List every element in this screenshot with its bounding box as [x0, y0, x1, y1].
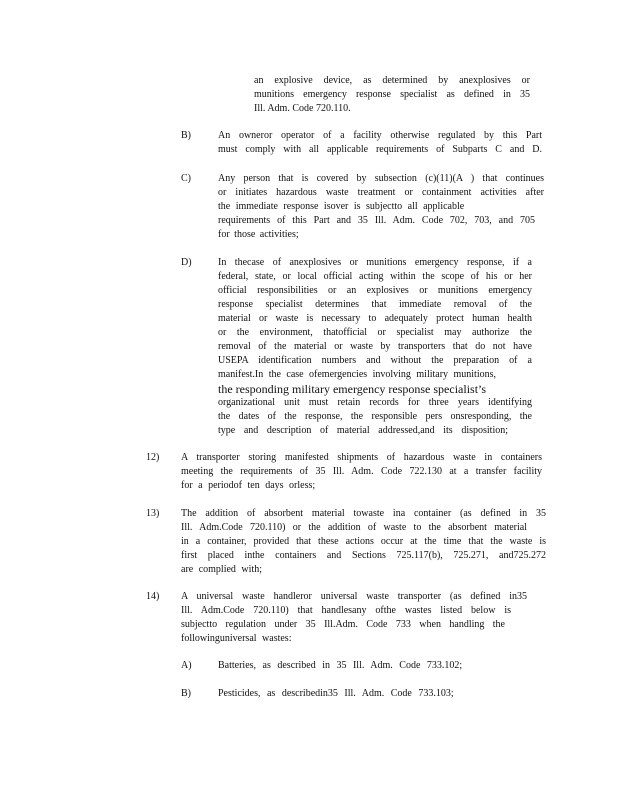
paragraph-line: or the environment, thatofficial or specialist may authorize the: [218, 327, 532, 338]
paragraph-line: meeting the requirements of 35 Ill. Adm. Code 722.130 at a transfer facility: [181, 466, 542, 477]
continuation-paragraph: [254, 74, 530, 116]
paragraph-line: A universal waste handleror universal waste transporter (as defined in35: [181, 591, 527, 602]
paragraph-line: the responding military emergency response specialist’s: [218, 382, 487, 396]
paragraph-line: Any person that is covered by subsection (c)(11)(A ) that continues: [218, 173, 544, 184]
paragraph-line: must comply with all applicable requirements of Subparts C and D.: [218, 144, 542, 155]
paragraph-line: an explosive device, as determined by anexplosives or: [254, 75, 530, 86]
paragraph-line: removal of the material or waste by transporters that do not have: [218, 341, 532, 352]
paragraph-line: the immediate response isover is subjectto all applicable: [218, 201, 465, 212]
paragraph-line: Ill. Adm.Code 720.110) or the addition of waste to the absorbent material: [181, 522, 527, 533]
subsection-text: [218, 172, 544, 242]
subsection-label: B): [181, 130, 191, 141]
paragraph-line: subjectto regulation under 35 Ill.Adm. Code 733 when handling the: [181, 619, 505, 630]
item-text: [181, 590, 527, 646]
paragraph-line: An owneror operator of a facility otherwise regulated by this Part: [218, 130, 542, 141]
paragraph-line: federal, state, or local official acting within the scope of his or her: [218, 271, 532, 282]
paragraph-line: in a container, provided that these actions occur at the time that the waste is: [181, 536, 546, 547]
subsection-text: [218, 687, 478, 701]
paragraph-line: or initiates hazardous waste treatment or containment activities after: [218, 187, 544, 198]
paragraph-line: organizational unit must retain records for three years identifying: [218, 397, 532, 408]
item-text: [181, 451, 542, 493]
subsection-text: [218, 659, 478, 673]
paragraph-line: first placed inthe containers and Sections 725.117(b), 725.271, and725.272: [181, 550, 546, 561]
item-label: 13): [146, 508, 160, 519]
paragraph-line: type and description of material addressed,and its disposition;: [218, 425, 508, 436]
paragraph-line: the dates of the response, the responsible pers onsresponding, the: [218, 411, 532, 422]
paragraph-line: In thecase of anexplosives or munitions emergency response, if a: [218, 257, 532, 268]
paragraph-line: are complied with;: [181, 564, 262, 575]
paragraph-line: Ill. Adm. Code 720.110.: [254, 103, 351, 114]
paragraph-line: Batteries, as described in 35 Ill. Adm. Code 733.102;: [218, 660, 463, 671]
paragraph-line: The addition of absorbent material towaste ina container (as defined in 35: [181, 508, 546, 519]
paragraph-line: munitions emergency response specialist as defined in 35: [254, 89, 530, 100]
item-label: 14): [146, 591, 160, 602]
item-text: [181, 507, 546, 577]
paragraph-line: A transporter storing manifested shipments of hazardous waste in containers: [181, 452, 542, 463]
paragraph-line: for those activities;: [218, 229, 299, 240]
subsection-text: [218, 256, 532, 438]
paragraph-line: material or waste is necessary to adequately protect human health: [218, 313, 532, 324]
subsection-label: A): [181, 660, 192, 671]
paragraph-line: Pesticides, as describedin35 Ill. Adm. Code 733.103;: [218, 688, 454, 699]
paragraph-line: followinguniversal wastes:: [181, 633, 292, 644]
paragraph-line: requirements of this Part and 35 Ill. Adm. Code 702, 703, and 705: [218, 215, 535, 226]
item-label: 12): [146, 452, 160, 463]
subsection-label: B): [181, 688, 191, 699]
paragraph-line: Ill. Adm.Code 720.110) that handlesany ofthe wastes listed below is: [181, 605, 511, 616]
paragraph-line: USEPA identification numbers and without the preparation of a: [218, 355, 532, 366]
paragraph-line: official responsibilities or an explosives or munitions emergency: [218, 285, 532, 296]
paragraph-line: for a periodof ten days orless;: [181, 480, 316, 491]
subsection-label: C): [181, 173, 191, 184]
paragraph-line: response specialist determines that immediate removal of the: [218, 299, 532, 310]
subsection-label: D): [181, 257, 192, 268]
subsection-text: [218, 129, 542, 157]
paragraph-line: manifest.In the case ofemergencies involving military munitions,: [218, 369, 496, 380]
